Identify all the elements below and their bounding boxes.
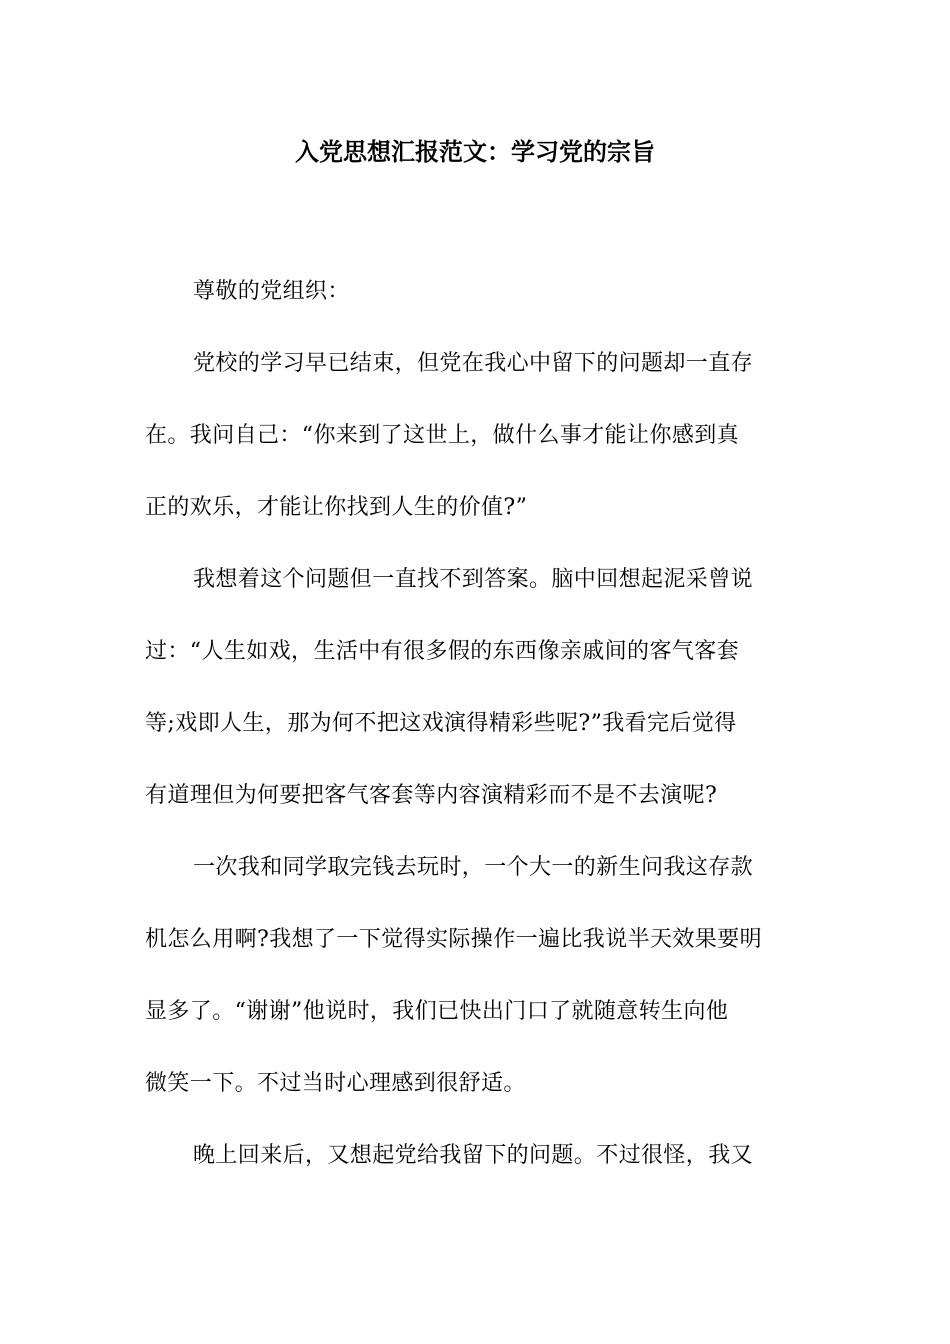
text-line-salutation: 尊敬的党组织： bbox=[193, 279, 350, 304]
text-line: 机怎么用啊?我想了一下觉得实际操作一遍比我说半天效果要明 bbox=[145, 927, 762, 952]
text-line: 一次我和同学取完钱去玩时，一个大一的新生问我这存款 bbox=[193, 855, 754, 880]
text-line: 微笑一下。不过当时心理感到很舒适。 bbox=[145, 1071, 526, 1096]
document-title: 入党思想汇报范文：学习党的宗旨 bbox=[295, 138, 655, 166]
text-line: 我想着这个问题但一直找不到答案。脑中回想起泥采曾说 bbox=[193, 567, 754, 592]
text-line: 过：“人生如戏，生活中有很多假的东西像亲戚间的客气客套 bbox=[145, 639, 740, 664]
text-line: 有道理但为何要把客气客套等内容演精彩而不是不去演呢? bbox=[145, 783, 718, 808]
document-body bbox=[145, 256, 805, 1192]
text-line: 晚上回来后，又想起党给我留下的问题。不过很怪，我又 bbox=[193, 1143, 754, 1168]
text-line: 正的欢乐，才能让你找到人生的价值?” bbox=[145, 495, 528, 520]
text-line: 显多了。“谢谢”他说时，我们已快出门口了就随意转生向他 bbox=[145, 999, 729, 1024]
text-line: 党校的学习早已结束，但党在我心中留下的问题却一直存 bbox=[193, 351, 754, 376]
text-line: 等;戏即人生，那为何不把这戏演得精彩些呢?”我看完后觉得 bbox=[145, 711, 737, 736]
text-line: 在。我问自己：“你来到了这世上，做什么事才能让你感到真 bbox=[145, 423, 740, 448]
